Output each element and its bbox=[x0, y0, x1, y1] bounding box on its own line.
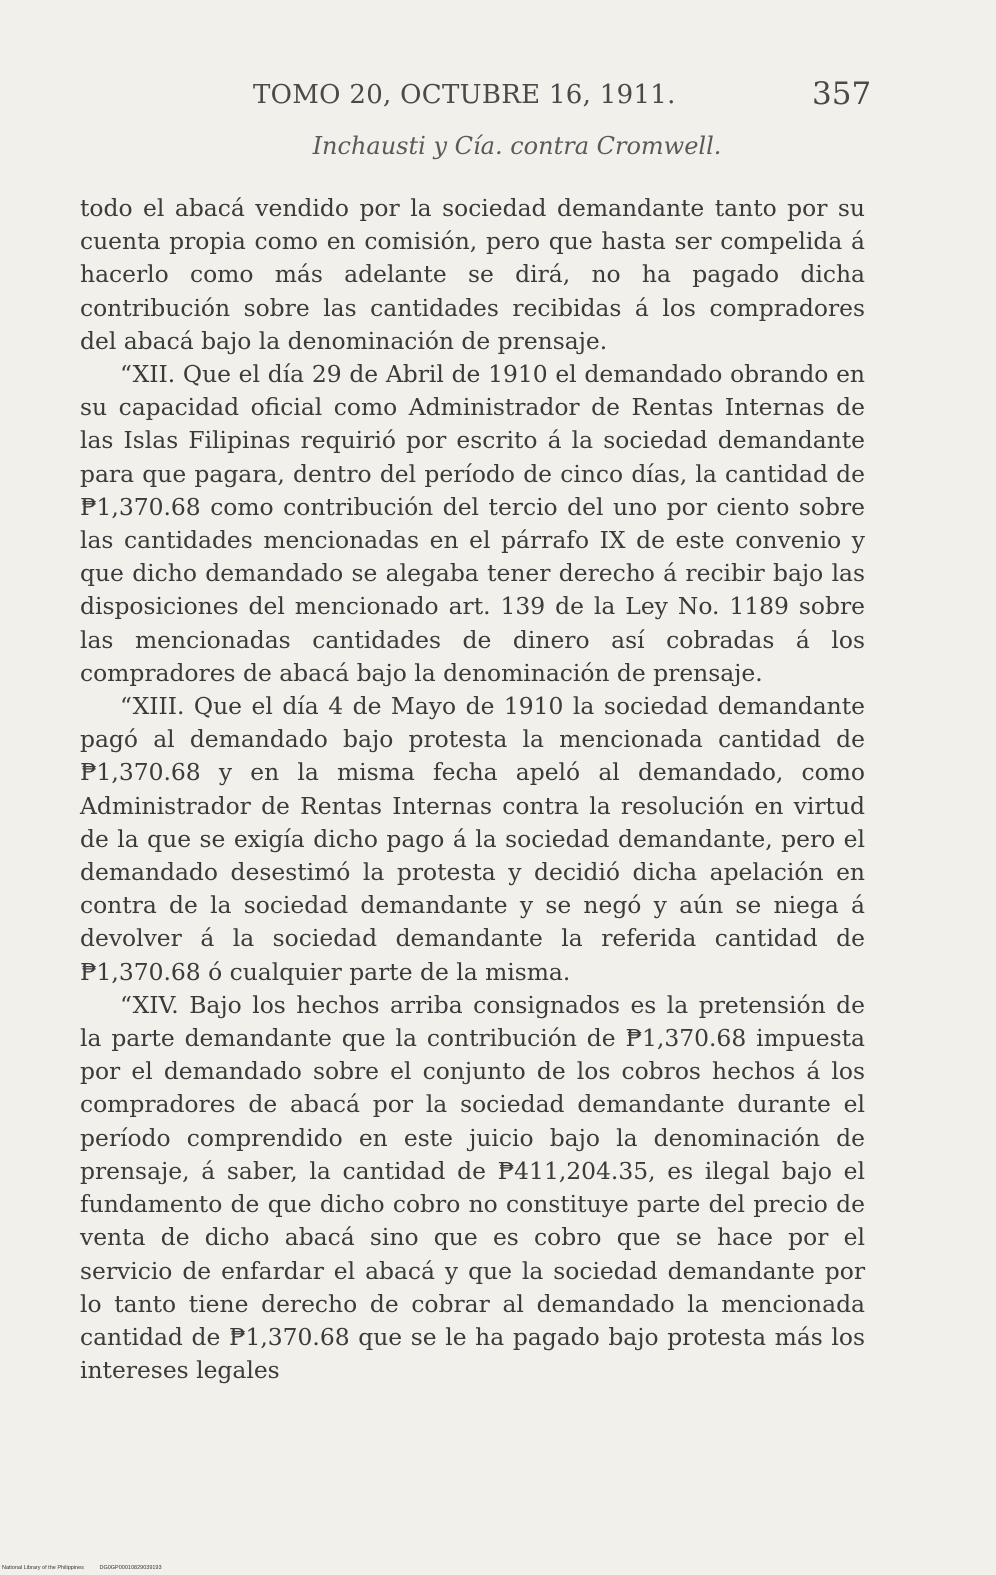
paragraph-continuation: todo el abacá vendido por la sociedad demandante tanto por su cuenta propia como en comisión, pero que hasta ser compelida á hacerlo como más adelante se dirá, no ha pagado dicha contribución sobre las cantidades recibidas á los compradores del abacá bajo la denominación de prensaje. bbox=[80, 194, 865, 355]
paragraph-xii: “XII. Que el día 29 de Abril de 1910 el demandado obrando en su capacidad oficial como Administrador de Rentas Internas de las Islas Filipinas requirió por escrito á la sociedad demandante para que pagara, dentro del período de cinco días, la cantidad de ₱1,370.68 como contribución del tercio del uno por ciento sobre las cantidades mencionadas en el párrafo IX de este convenio y que dicho demandado se alegaba tener derecho á recibir bajo las disposiciones del mencionado art. 139 de la Ley No. 1189 sobre las mencionadas cantidades de dinero así cobradas á los compradores de abacá bajo la denominación de prensaje. bbox=[80, 360, 865, 687]
paragraph-xiv: “XIV. Bajo los hechos arriba consignados es la pretensión de la parte demandante que la contribución de ₱1,370.68 impuesta por el demandado sobre el conjunto de los cobros hechos á los compradores de abacá por la sociedad demandante durante el período comprendido en este juicio bajo la denominación de prensaje, á saber, la cantidad de ₱411,204.35, es ilegal bajo el fundamento de que dicho cobro no constituye parte del precio de venta de dicho abacá sino que es cobro que se hace por el servicio de enfardar el abacá y que la sociedad demandante por lo tanto tiene derecho de cobrar al demandado la mencionada cantidad de ₱1,370.68 que se le ha pagado bajo protesta más los intereses legales bbox=[80, 990, 865, 1385]
paragraph-xiii: “XIII. Que el día 4 de Mayo de 1910 la sociedad demandante pagó al demandado bajo protesta la mencionada cantidad de ₱1,370.68 y en la misma fecha apeló al demandado, como Administrador de Rentas Internas contra la resolución en virtud de la que se exigía dicho pago á la sociedad demandante, pero el demandado desestimó la protesta y decidió dicha apelación en contra de la sociedad demandante y se negó y aún se niega á devolver á la sociedad demandante la referida cantidad de ₱1,370.68 ó cualquier parte de la misma. bbox=[80, 692, 865, 986]
running-head bbox=[0, 72, 996, 122]
page-number: 357 bbox=[812, 76, 872, 112]
library-credit: National Library of the Philippines bbox=[2, 1565, 84, 1571]
case-title: Inchausti y Cía. contra Cromwell. bbox=[312, 132, 722, 160]
scan-footer bbox=[2, 1565, 176, 1571]
body-text bbox=[80, 192, 865, 1387]
scan-code: DG0GP00010829039193 bbox=[99, 1565, 162, 1571]
volume-date-heading: TOMO 20, OCTUBRE 16, 1911. bbox=[253, 80, 676, 110]
